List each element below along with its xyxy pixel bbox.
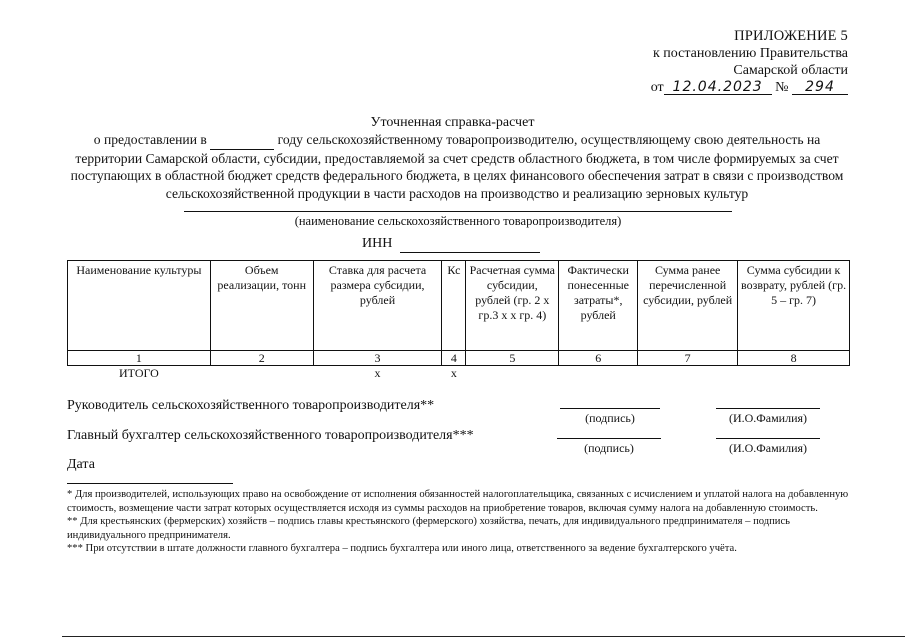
head-signature-line[interactable] bbox=[560, 408, 660, 409]
footnote-3: *** При отсутствии в штате должности главного бухгалтера – подпись бухгалтера или иного лица, ответственного за ведение бухгалтерского учёта. bbox=[67, 543, 737, 554]
inn-row bbox=[362, 236, 540, 253]
purpose-rest: году сельскохозяйственному товаропроизводителю, осуществляющему свою деятельность на территории Самарской области, субсидии, предоставляемой за счет средств областного бюджета, в том числе формируемых за счет поступающих в областной бюджет средств федерального бюджета, в целях финансового обеспечения затрат в связи с производством сельскохозяйственной продукции в части расходов на производство и реализацию зерновых культур bbox=[70, 132, 844, 201]
head-name-caption: (И.О.Фамилия) bbox=[728, 411, 808, 425]
total-cell: х bbox=[374, 366, 381, 380]
header-calculated-sum: Расчетная сумма субсидии, рублей (гр. 2 х гр.3 х х гр. 4) bbox=[466, 261, 559, 351]
total-cell[interactable] bbox=[559, 366, 638, 381]
producer-name-caption: (наименование сельскохозяйственного товаропроизводителя) bbox=[294, 214, 622, 228]
header-rate: Ставка для расчета размера субсидии, рублей bbox=[313, 261, 442, 351]
appendix-block bbox=[518, 28, 848, 96]
appendix-line-1: к постановлению Правительства bbox=[652, 46, 848, 61]
column-number: 6 bbox=[559, 351, 638, 366]
head-signature-label: Руководитель сельскохозяйственного товаропроизводителя** bbox=[67, 398, 435, 413]
total-cell[interactable] bbox=[210, 366, 313, 381]
column-number: 3 bbox=[313, 351, 442, 366]
total-cell[interactable] bbox=[738, 366, 850, 381]
subsidy-table bbox=[67, 260, 850, 380]
header-volume: Объем реализации, тонн bbox=[210, 261, 313, 351]
appendix-title: ПРИЛОЖЕНИЕ 5 bbox=[734, 28, 848, 44]
year-blank[interactable] bbox=[210, 131, 274, 150]
date-label: Дата bbox=[67, 457, 95, 472]
column-number: 2 bbox=[210, 351, 313, 366]
inn-label: ИНН bbox=[362, 236, 393, 251]
accountant-signature-line[interactable] bbox=[557, 438, 661, 439]
header-refund-sum: Сумма субсидии к возврату, рублей (гр. 5 – гр. 7) bbox=[738, 261, 850, 351]
column-number: 4 bbox=[442, 351, 466, 366]
header-crop: Наименование культуры bbox=[68, 261, 211, 351]
page-edge-line bbox=[62, 636, 905, 637]
head-signature-caption: (подпись) bbox=[585, 411, 635, 425]
column-number: 7 bbox=[638, 351, 738, 366]
decree-date: 12.04.2023 bbox=[664, 80, 772, 95]
footnote-2: ** Для крестьянских (фермерских) хозяйств – подпись главы крестьянского (фермерского) хозяйства, печать, для индивидуального предпринимателя – подпись индивидуального предпринимателя. bbox=[67, 516, 791, 541]
header-coefficient: Кс bbox=[442, 261, 466, 351]
decree-number: 294 bbox=[792, 80, 848, 95]
column-number: 8 bbox=[738, 351, 850, 366]
table-header-row bbox=[68, 261, 850, 351]
appendix-date-number bbox=[518, 79, 848, 96]
footnote-separator bbox=[67, 483, 233, 484]
total-label: ИТОГО bbox=[118, 366, 159, 380]
total-row bbox=[68, 366, 850, 381]
footnotes bbox=[67, 488, 857, 556]
number-prefix: № bbox=[775, 80, 789, 95]
purpose-start: о предоставлении в bbox=[93, 132, 207, 147]
document-purpose bbox=[62, 131, 852, 202]
head-name-line[interactable] bbox=[716, 408, 820, 409]
footnote-1: * Для производителей, использующих право на освобождение от исполнения обязанностей налогоплательщика, связанных с исчислением и уплатой налога на добавленную стоимость, возмещение части затрат которых осуществляется исходя из суммы расходов на приобретение товаров, включая сумму налога на добавленную стоимость. bbox=[67, 489, 849, 514]
header-actual-costs: Фактически понесенные затраты*, рублей bbox=[559, 261, 638, 351]
document-title: Уточненная справка-расчет bbox=[370, 115, 535, 130]
appendix-line-2: Самарской области bbox=[733, 63, 848, 78]
producer-name-line[interactable] bbox=[184, 211, 732, 212]
column-number-row bbox=[68, 351, 850, 366]
accountant-name-line[interactable] bbox=[716, 438, 820, 439]
total-cell: х bbox=[450, 366, 457, 380]
accountant-signature-caption: (подпись) bbox=[584, 441, 634, 455]
inn-field[interactable] bbox=[400, 236, 540, 253]
accountant-name-caption: (И.О.Фамилия) bbox=[728, 441, 808, 455]
date-prefix: от bbox=[650, 80, 664, 95]
total-cell[interactable] bbox=[638, 366, 738, 381]
header-previous-sum: Сумма ранее перечисленной субсидии, рублей bbox=[638, 261, 738, 351]
total-cell[interactable] bbox=[466, 366, 559, 381]
accountant-signature-label: Главный бухгалтер сельскохозяйственного товаропроизводителя*** bbox=[67, 428, 474, 443]
column-number: 5 bbox=[466, 351, 559, 366]
column-number: 1 bbox=[68, 351, 211, 366]
